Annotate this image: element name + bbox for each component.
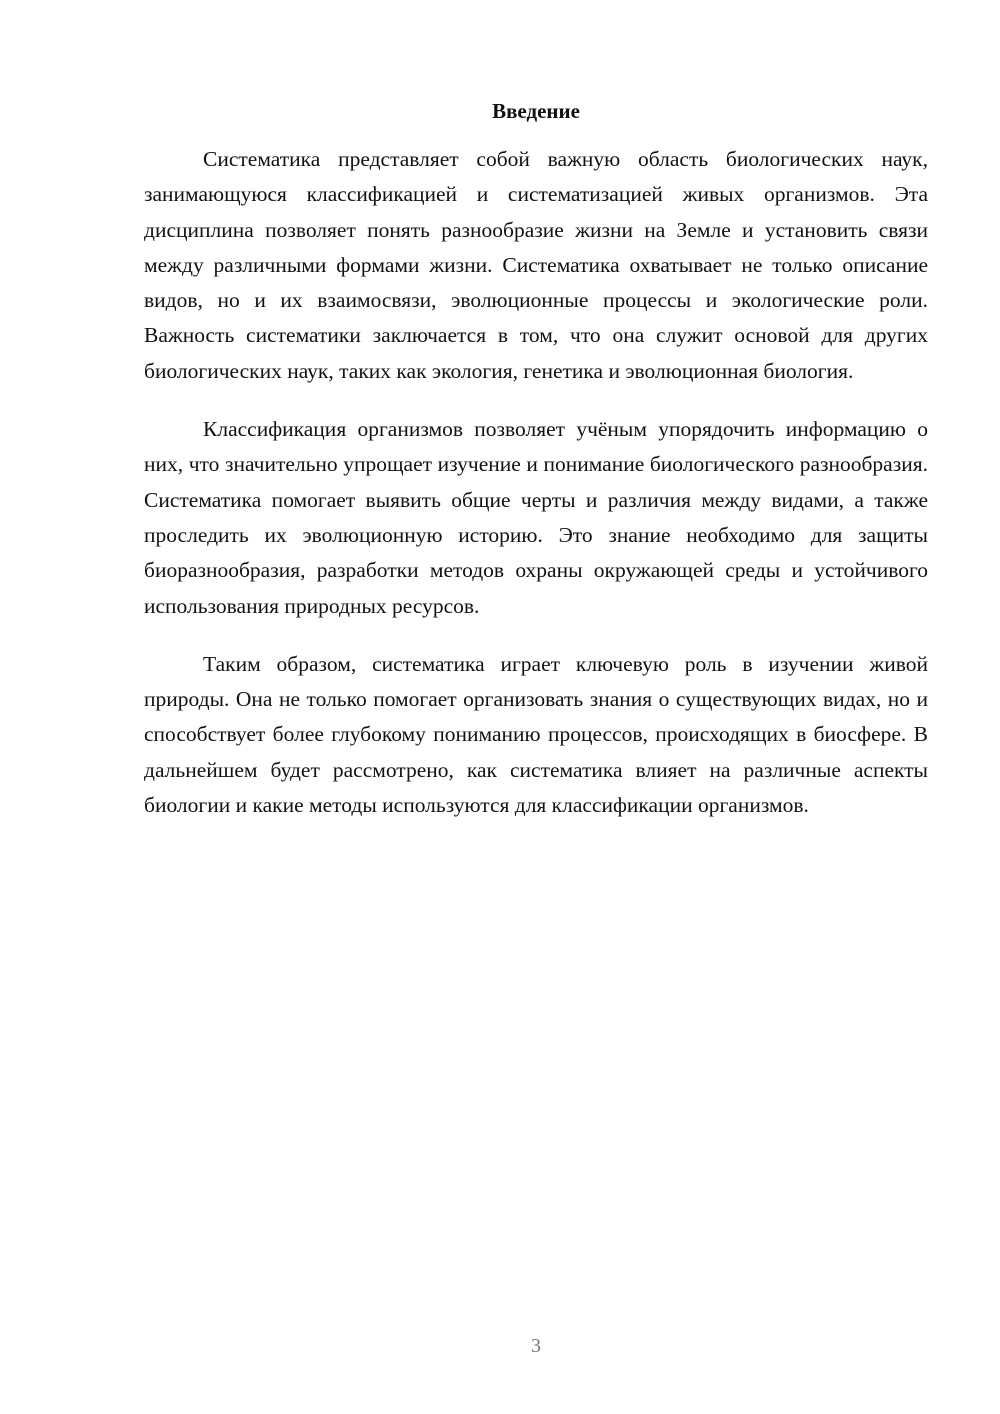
paragraph-3: Таким образом, систематика играет ключевую роль в изучении живой природы. Она не только помогает организовать знания о существующих видах, но и способствует более глубокому пониманию процессов, происходящих в биосфере. В дальнейшем будет рассмотрено, как систематика влияет на различные аспекты биологии и какие методы используются для классификации организмов. [144, 651, 928, 818]
page-heading: Введение [492, 99, 580, 123]
document-body [144, 142, 928, 846]
paragraph-2: Классификация организмов позволяет учёным упорядочить информацию о них, что значительно упрощает изучение и понимание биологического разнообразия. Систематика помогает выявить общие черты и различия между видами, а также проследить их эволюционную историю. Это знание необходимо для защиты биоразнообразия, разработки методов охраны окружающей среды и устойчивого использования природных ресурсов. [144, 417, 928, 618]
page-number: 3 [531, 1335, 541, 1357]
paragraph-1: Систематика представляет собой важную область биологических наук, занимающуюся классификацией и систематизацией живых организмов. Эта дисциплина позволяет понять разнообразие жизни на Земле и установить связи между различными формами жизни. Систематика охватывает не только описание видов, но и их взаимосвязи, эволюционные процессы и экологические роли. Важность систематики заключается в том, что она служит основой для других биологических наук, таких как экология, генетика и эволюционная биология. [144, 147, 928, 383]
